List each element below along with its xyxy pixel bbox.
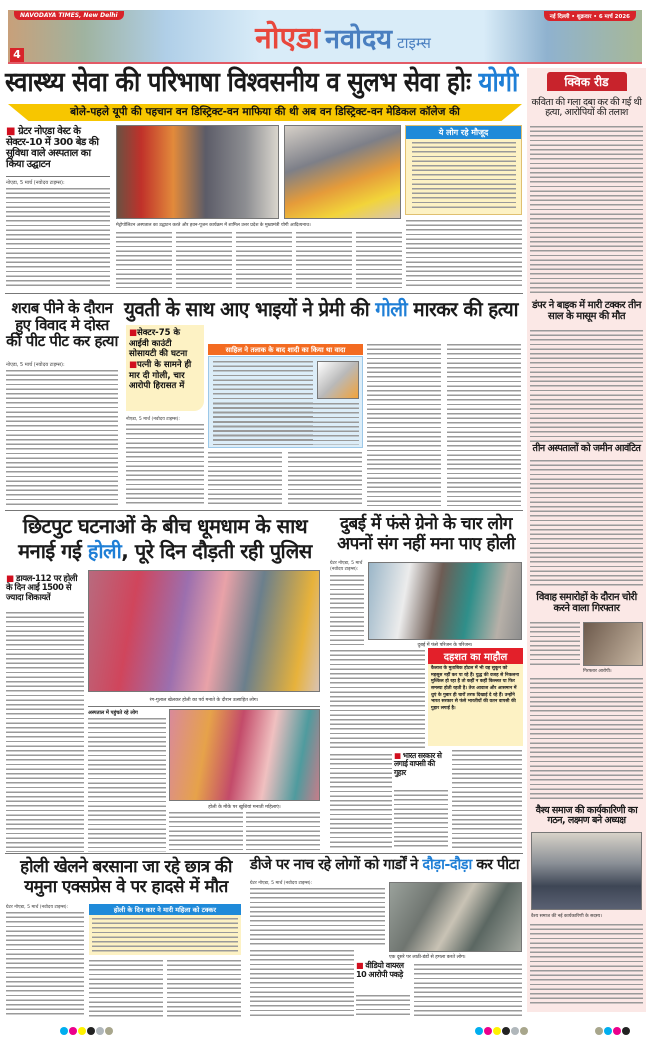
- lead-side-headline-text: ग्रेटर नोएडा वेस्ट के सेक्टर-10 में 300 बेड की सुविधा वाले अस्पताल का किया उद्घाटन: [6, 126, 99, 170]
- callout-item: ■पत्नी के सामने ही मार दी गोली, चार आरोपी हिरासत में: [129, 359, 192, 392]
- story7-body-col1: [250, 888, 385, 948]
- story3-box: [208, 356, 363, 448]
- story7-body-col3: [356, 995, 410, 1016]
- quick-read-column: [527, 68, 646, 1012]
- quick-read-item-5-body: [530, 924, 643, 1006]
- story3-body-col4: [367, 344, 441, 506]
- quick-read-item-4-body: [530, 622, 580, 668]
- quick-read-title: क्विक रीड: [547, 72, 627, 91]
- story5-body-col5: [452, 750, 522, 850]
- story3-body-col5: [447, 344, 521, 506]
- divider: [5, 293, 523, 294]
- callout-text-2: पत्नी के सामने ही मार दी गोली, चार आरोपी हिरासत में: [129, 359, 192, 392]
- story5-dateline: ग्रेटर नोएडा, 5 मार्च (नवोदय टाइम्स):: [330, 561, 363, 572]
- story5-family-photo: [368, 562, 522, 640]
- lead-photo-havan: [284, 125, 401, 219]
- story4-headline-accent: होली: [87, 539, 122, 563]
- story6-box-text: [92, 918, 238, 952]
- quick-read-item-3-body: [530, 460, 643, 588]
- story3-headline: [124, 298, 522, 320]
- lead-body-text: [6, 188, 110, 288]
- story4-body-col3: [169, 812, 243, 852]
- story6-dateline: ग्रेटर नोएडा, 5 मार्च (नवोदय टाइम्स):: [6, 905, 69, 910]
- registration-marks-left: [60, 1020, 114, 1039]
- lead-photo-caption: [116, 222, 402, 228]
- quick-read-item-4-body2: [530, 678, 643, 802]
- story2-body: [6, 370, 118, 505]
- lead-headline-text: स्वास्थ्य सेवा की परिभाषा विश्वसनीय व सुलभ सेवा होः: [5, 67, 471, 98]
- lead-side-headline: ■ ग्रेटर नोएडा वेस्ट के सेक्टर-10 में 300 बेड की सुविधा वाले अस्पताल का किया उद्घाटन: [6, 126, 99, 170]
- story4-women-photo: [169, 709, 320, 801]
- lead-headline-accent: योगी: [478, 67, 518, 98]
- quick-read-item-5-headline: वैश्य समाज की कार्यकारिणी का गठन, लक्ष्मण बने अध्यक्ष: [535, 805, 638, 827]
- story4-body-col2: [88, 718, 166, 852]
- story3-callout: [126, 325, 204, 411]
- lead-body-col5: [296, 232, 352, 288]
- lead-body-col3: [176, 232, 232, 288]
- present-box: [405, 125, 522, 215]
- callout-item: ■सेक्टर-75 के आईवी काउंटी सोसायटी की घटना: [129, 328, 188, 360]
- story3-box-text2: [213, 403, 359, 445]
- logo-noida: नोएडा: [255, 21, 320, 56]
- story4-subhead: अस्पताल में पहुंचते रहे लोग: [88, 710, 138, 716]
- logo-times: टाइम्स: [397, 34, 431, 52]
- present-box-text: [412, 142, 516, 210]
- logo-wrap: [255, 16, 431, 57]
- quick-read-item-1-headline: कविता की गला दबा कर की गई थी हत्या, आरोपियों की तलाश: [531, 97, 642, 119]
- masthead-rule: [8, 62, 642, 64]
- story5-photo-caption: दुबई में फंसे परिजन के परिजन।: [417, 643, 473, 648]
- story7-headline: [250, 858, 522, 874]
- quick-read-item-2-body: [530, 330, 643, 442]
- story3-body-col2: [208, 452, 282, 506]
- story7-headline-accent: दौड़ा-दौड़ा: [422, 857, 472, 873]
- lead-photo-caption-text: मेट्रोपोलिटन अस्पताल का उद्घाटन करते और हवन-पूजन कार्यक्रम में शामिल उत्तर प्रदेश के मुख्यमंत्री योगी आदित्यनाथ।: [116, 223, 311, 228]
- lead-body-col6: [356, 232, 402, 288]
- story7-headline-wrap: [250, 858, 519, 874]
- date-tag: नई दिल्ली • शुक्रवार • 6 मार्च 2026: [544, 11, 636, 21]
- story5-box-title: दहशत का माहौल: [428, 648, 523, 664]
- logo: [178, 16, 508, 57]
- story3-headline-text2: मारकर की हत्या: [413, 297, 519, 321]
- story5-box: [428, 648, 523, 746]
- story5-body-col4: [394, 790, 448, 850]
- story3-headline-wrap: [124, 298, 518, 320]
- divider: [6, 176, 110, 177]
- quick-read-item-3-headline: तीन अस्पतालों को जमीन आवंटित: [532, 443, 641, 454]
- story7-photo-caption: एक दूसरे पर लाठी-डंडों से हमला करते लोग।: [389, 955, 466, 960]
- story3-illustration: [317, 361, 359, 399]
- story5-box-text: कैलाश के मुताबिक होटल में भी वह सुकून को महसूस नहीं कर पा रहे हैं। युद्ध की वजह से निकलना मुश्किल हो रहा है तो कहीं न कहीं किल्लत या फिर समस्या होती रहती है। तेज आवाज और आसमान में धुएं के गुबार ही चारों तरफ दिखाई दे रहे हैं। उन्होंने भारत सरकार से फंसे भारतीयों की वतन वापसी की गुहार लगाई है।: [431, 666, 519, 711]
- story7-side-headline-text: वीडियो वायरल 10 आरोपी पकड़े: [356, 961, 404, 979]
- story3-headline-text: युवती के साथ आए भाइयों ने प्रेमी की: [124, 297, 370, 321]
- quick-read-arrest-photo: [583, 622, 643, 666]
- lead-headline: [5, 68, 523, 98]
- story4-body-col4: [246, 812, 320, 852]
- story6-box: [89, 915, 241, 955]
- story7-body-col4: [414, 964, 522, 1016]
- story5-body-col1: [330, 575, 364, 645]
- lead-body-col7: [406, 220, 522, 288]
- story3-body-col3: [288, 452, 362, 506]
- story4-headline: [6, 514, 324, 564]
- story5-body-col3: [330, 754, 392, 850]
- lead-dateline: नोएडा, 5 मार्च (नवोदय टाइम्स):: [6, 180, 65, 186]
- story5-side-headline: ■ भारत सरकार से लगाई वापसी की गुहार: [394, 751, 442, 777]
- story7-side-headline: ■ वीडियो वायरल 10 आरोपी पकड़े: [356, 961, 404, 979]
- story7-headline-text2: कर पीटा: [476, 857, 520, 873]
- lead-subhead-text: बोले-पहले यूपी की पहचान वन डिस्ट्रिक्ट-वन माफिया की थी अब वन डिस्ट्रिक्ट-वन मेडिकल कॉलेज की: [70, 106, 460, 118]
- story4-side-headline: ■ डायल-112 पर होली के दिन आईं 1500 से ज्यादा शिकायतें: [6, 574, 78, 603]
- registration-marks-right: [595, 1020, 631, 1039]
- quick-read-photo-caption: गिरफ्तार आरोपी।: [583, 669, 612, 674]
- lead-body-col2: [116, 232, 172, 288]
- story3-dateline: नोएडा, 5 मार्च (नवोदय टाइम्स):: [126, 417, 180, 422]
- story4-side-headline-text: डायल-112 पर होली के दिन आईं 1500 से ज्यादा शिकायतें: [6, 574, 78, 603]
- story3-body-col1: [126, 424, 204, 506]
- story3-headline-accent: गोली: [375, 297, 408, 321]
- lead-headline-wrap: [5, 68, 518, 98]
- story7-fight-photo: [389, 882, 522, 952]
- page-number: 4: [10, 48, 24, 62]
- story4-photo-caption: रंग-गुलाल खेलकर होली का पर्व मनाते के दौरान उत्साहित लोग।: [149, 698, 259, 703]
- present-box-title: ये लोग रहे मौजूद: [406, 126, 521, 139]
- story3-box-title: साहिल ने तलाक के बाद शादी का किया था वादा: [208, 344, 363, 355]
- story7-body-col2: [250, 950, 354, 1016]
- story4-photo2-caption: होली के मौके पर खुशियां मनाती महिलाएं।: [208, 805, 281, 810]
- story5-side-headline-text: भारत सरकार से लगाई वापसी की गुहार: [394, 751, 442, 777]
- masthead: [8, 10, 642, 62]
- lead-photo-inauguration: [116, 125, 279, 219]
- edition-tag: NAVODAYA TIMES, New Delhi: [14, 11, 124, 20]
- story4-headline-text2: , पूरे दिन दौड़ती रही पुलिस: [121, 539, 312, 563]
- callout-text-1: सेक्टर-75 के आईवी काउंटी सोसायटी की घटना: [129, 328, 188, 360]
- story6-body-col2: [89, 960, 163, 1017]
- story4-headline-text: छिटपुट घटनाओं के बीच धूमधाम के साथ मनाई गई: [18, 514, 308, 563]
- divider: [88, 706, 320, 707]
- registration-marks-center: [475, 1020, 529, 1039]
- divider: [5, 853, 523, 854]
- story6-body-col1: [6, 912, 84, 1017]
- story6-box-title: होली के दिन कार ने मारी महिला को टक्कर: [89, 904, 241, 915]
- story6-body-col3: [167, 960, 241, 1017]
- quick-read-vaishya-photo: [531, 832, 642, 910]
- lead-body-col4: [236, 232, 292, 288]
- story5-headline: दुबई में फंसे ग्रेनो के चार लोग अपनों संग नहीं मना पाए होली: [337, 514, 515, 555]
- story2-headline: शराब पीने के दौरान हुए विवाद मे दोस्त की पीट पीट कर हत्या: [6, 299, 118, 350]
- story4-body-col1: [6, 612, 84, 852]
- story5-body-col2: [330, 650, 425, 750]
- lead-subhead: [30, 105, 500, 119]
- quick-read-item-2-headline: डंपर ने बाइक में मारी टक्कर तीन साल के मासूम की मौत: [532, 300, 641, 322]
- story4-holi-photo: [88, 570, 320, 692]
- quick-read-item-4-headline: विवाह समारोहों के दौरान चोरी करने वाला गिरफ्तार: [536, 592, 637, 614]
- story7-headline-text: डीजे पर नाच रहे लोगों को गार्डों ने: [250, 857, 418, 873]
- divider: [5, 510, 523, 511]
- story6-headline: होली खेलने बरसाना जा रहे छात्र की यमुना एक्सप्रेस वे पर हादसे में मौत: [20, 857, 232, 898]
- story2-dateline: नोएडा, 5 मार्च (नवोदय टाइम्स):: [6, 362, 65, 368]
- logo-navoday: नवोदय: [325, 24, 392, 55]
- story7-dateline: ग्रेटर नोएडा, 5 मार्च (नवोदय टाइम्स):: [250, 881, 313, 886]
- quick-read-item-1-body: [530, 126, 643, 296]
- quick-read-vaishya-caption: वैश्य समाज की नई कार्यकारिणी के सदस्य।: [531, 914, 602, 919]
